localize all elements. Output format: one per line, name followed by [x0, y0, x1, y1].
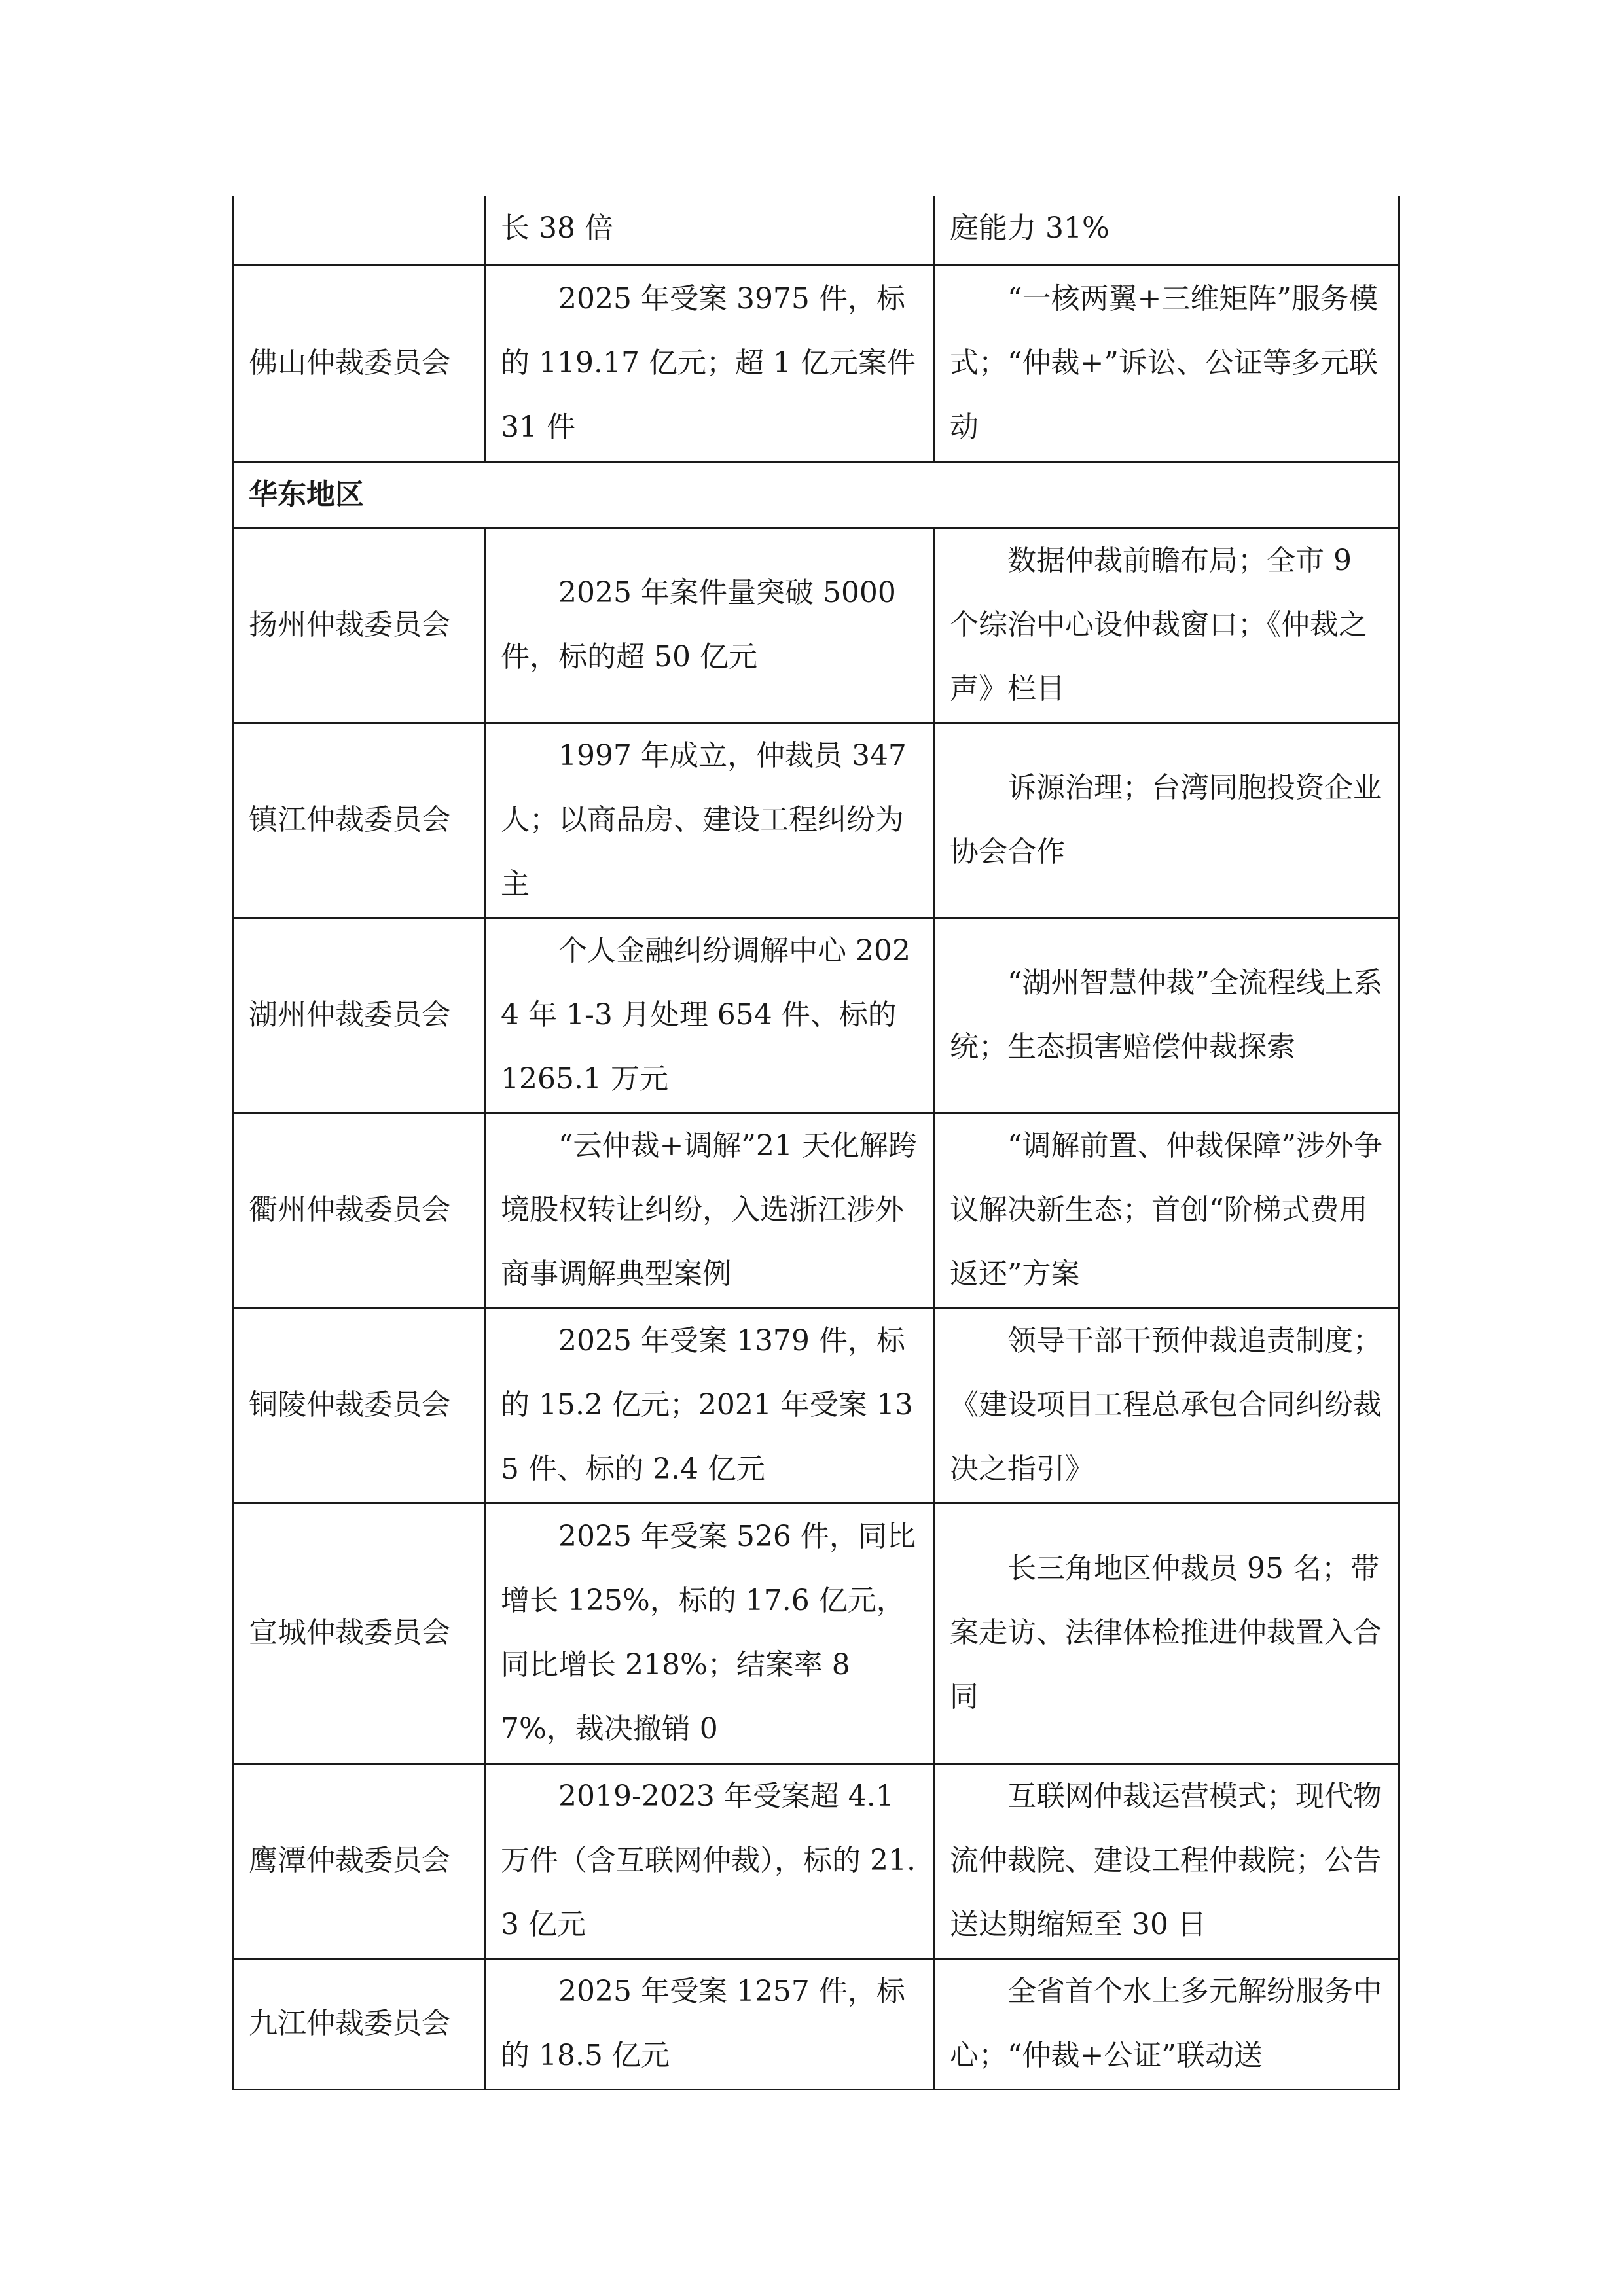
- case-stats-cell: 2025 年受案 1379 件，标的 15.2 亿元；2021 年受案 135 件、标的 2.4 亿元: [486, 1308, 935, 1503]
- commission-name-cell: [234, 196, 486, 265]
- case-stats-cell: 2019-2023 年受案超 4.1 万件（含互联网仲裁），标的 21.3 亿元: [486, 1763, 935, 1958]
- table-row: [234, 1308, 1399, 1503]
- commission-name-cell: 佛山仲裁委员会: [234, 265, 486, 461]
- case-stats-cell: 2025 年受案 3975 件，标的 119.17 亿元；超 1 亿元案件 31 件: [486, 265, 935, 461]
- commission-name-cell: 铜陵仲裁委员会: [234, 1308, 486, 1503]
- commission-name-cell: 鹰潭仲裁委员会: [234, 1763, 486, 1958]
- features-cell: 长三角地区仲裁员 95 名；带案走访、法律体检推进仲裁置入合同: [935, 1503, 1399, 1763]
- features-cell: 全省首个水上多元解纷服务中心；“仲裁+公证”联动送: [935, 1958, 1399, 2089]
- case-stats-cell: 个人金融纠纷调解中心 2024 年 1-3 月处理 654 件、标的 1265.1 万元: [486, 918, 935, 1113]
- commission-name-cell: 扬州仲裁委员会: [234, 528, 486, 723]
- commission-name-cell: 衢州仲裁委员会: [234, 1113, 486, 1308]
- features-cell: 互联网仲裁运营模式；现代物流仲裁院、建设工程仲裁院；公告送达期缩短至 30 日: [935, 1763, 1399, 1958]
- arbitration-commission-table: [232, 196, 1400, 2090]
- table-row: [234, 1113, 1399, 1308]
- region-heading: 华东地区: [234, 461, 1399, 528]
- commission-name-cell: 镇江仲裁委员会: [234, 723, 486, 918]
- case-stats-cell: 2025 年案件量突破 5000 件，标的超 50 亿元: [486, 528, 935, 723]
- features-cell: 诉源治理；台湾同胞投资企业协会合作: [935, 723, 1399, 918]
- commission-name-cell: 湖州仲裁委员会: [234, 918, 486, 1113]
- table-row: [234, 196, 1399, 265]
- table-row: [234, 528, 1399, 723]
- commission-name-cell: 九江仲裁委员会: [234, 1958, 486, 2089]
- table-row: [234, 723, 1399, 918]
- features-cell: “调解前置、仲裁保障”涉外争议解决新生态；首创“阶梯式费用返还”方案: [935, 1113, 1399, 1308]
- features-cell: 数据仲裁前瞻布局；全市 9 个综治中心设仲裁窗口；《仲裁之声》栏目: [935, 528, 1399, 723]
- case-stats-cell: 2025 年受案 1257 件，标的 18.5 亿元: [486, 1958, 935, 2089]
- region-section-row: [234, 461, 1399, 528]
- features-cell: 领导干部干预仲裁追责制度；《建设项目工程总承包合同纠纷裁决之指引》: [935, 1308, 1399, 1503]
- table-row: [234, 1503, 1399, 1763]
- case-stats-cell: “云仲裁+调解”21 天化解跨境股权转让纠纷，入选浙江涉外商事调解典型案例: [486, 1113, 935, 1308]
- case-stats-cell: 长 38 倍: [486, 196, 935, 265]
- features-cell: “一核两翼+三维矩阵”服务模式；“仲裁+”诉讼、公证等多元联动: [935, 265, 1399, 461]
- features-cell: 庭能力 31%: [935, 196, 1399, 265]
- table-row: [234, 1763, 1399, 1958]
- table-body: [234, 196, 1399, 2089]
- table-row: [234, 918, 1399, 1113]
- commission-name-cell: 宣城仲裁委员会: [234, 1503, 486, 1763]
- features-cell: “湖州智慧仲裁”全流程线上系统；生态损害赔偿仲裁探索: [935, 918, 1399, 1113]
- case-stats-cell: 2025 年受案 526 件，同比增长 125%，标的 17.6 亿元，同比增长 218%；结案率 87%，裁决撤销 0: [486, 1503, 935, 1763]
- table-row: [234, 265, 1399, 461]
- case-stats-cell: 1997 年成立，仲裁员 347 人；以商品房、建设工程纠纷为主: [486, 723, 935, 918]
- table-row: [234, 1958, 1399, 2089]
